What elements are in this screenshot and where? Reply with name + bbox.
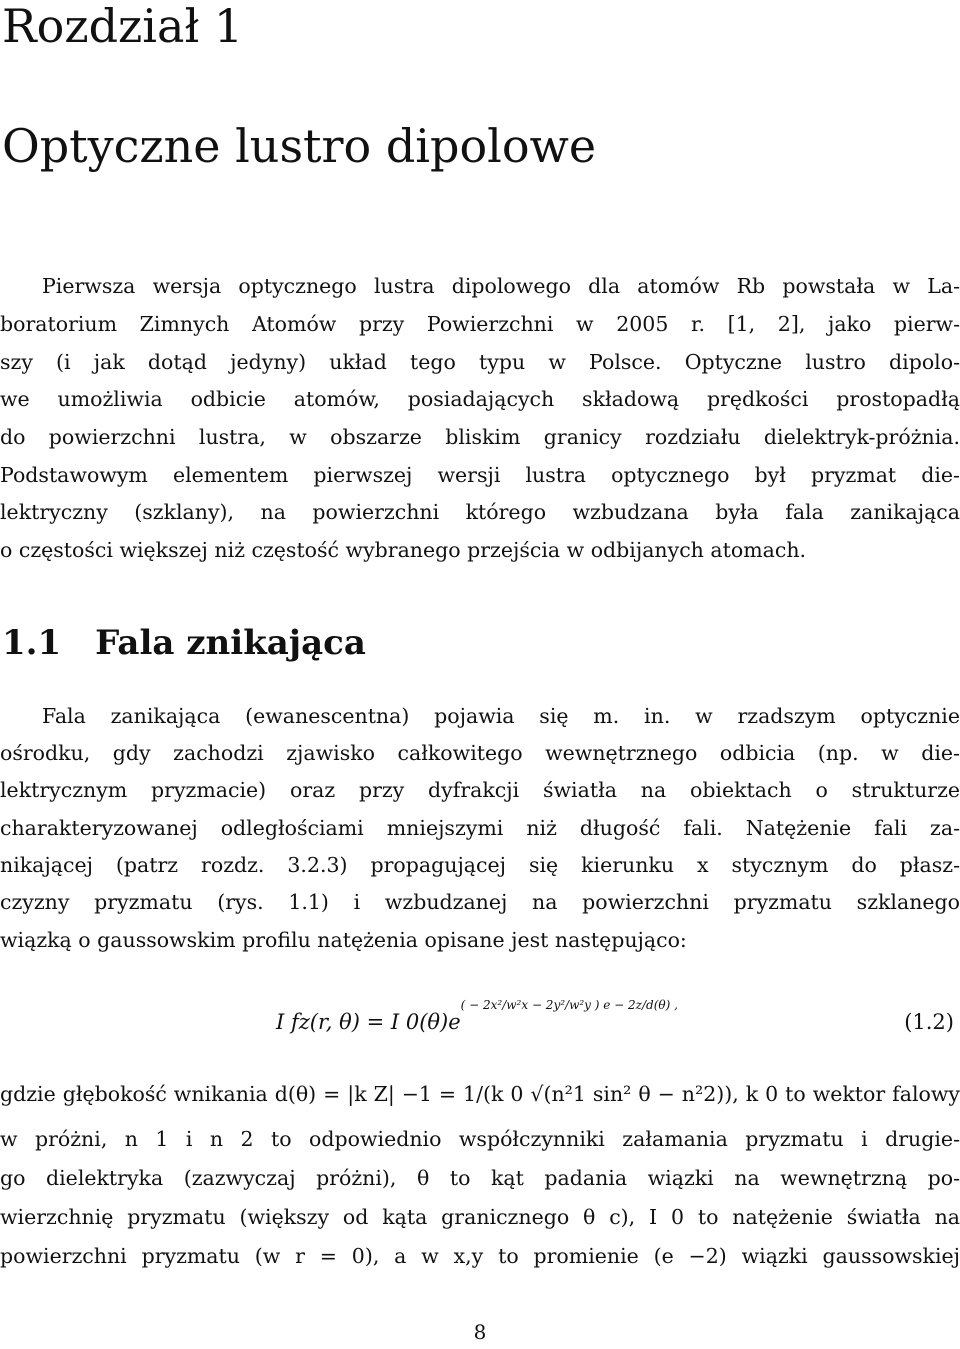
- page-number: 8: [473, 1320, 487, 1344]
- text-line: powierzchni pryzmatu (w r = 0), a w x,y to promienie (e −2) wiązki gaussowskiej: [0, 1244, 960, 1268]
- text-line: boratorium Zimnych Atomów przy Powierzchni w 2005 r. [1, 2], jako pierw-: [0, 312, 960, 336]
- section-number: 1.1: [2, 623, 62, 663]
- text-line: Podstawowym elementem pierwszej wersji lustra optycznego był pryzmat die-: [0, 463, 960, 487]
- equation-exponent: ( − 2x²/w²x − 2y²/w²y ) e − 2z/d(θ) ,: [460, 998, 678, 1012]
- text-line: Fala zanikająca (ewanescentna) pojawia się m. in. w rzadszym optycznie: [42, 704, 960, 728]
- chapter-label: Rozdział 1: [2, 0, 244, 53]
- text-line: ośrodku, gdy zachodzi zjawisko całkowitego wewnętrznego odbicia (np. w die-: [0, 741, 960, 765]
- text-line: w próżni, n 1 i n 2 to odpowiednio współczynniki załamania pryzmatu i drugie-: [0, 1127, 960, 1151]
- text-line: o częstości większej niż częstość wybranego przejścia w odbijanych atomach.: [0, 538, 807, 562]
- text-line: wierzchnię pryzmatu (większy od kąta granicznego θ c), I 0 to natężenie światła na: [0, 1205, 960, 1229]
- text-line: nikającej (patrz rozdz. 3.2.3) propagującej się kierunku x stycznym do płasz-: [0, 853, 960, 877]
- text-line: lektrycznym pryzmacie) oraz przy dyfrakcji światła na obiektach o strukturze: [0, 778, 960, 802]
- text-line: we umożliwia odbicie atomów, posiadających składową prędkości prostopadłą: [0, 387, 960, 411]
- text-line: szy (i jak dotąd jedyny) układ tego typu w Polsce. Optyczne lustro dipolo-: [0, 350, 960, 374]
- text-line: lektryczny (szklany), na powierzchni którego wzbudzana była fala zanikająca: [0, 500, 960, 524]
- equation-text: I fz(r, θ) = I 0(θ)e: [276, 1010, 461, 1034]
- text-line: go dielektryka (zazwyczaj próżni), θ to kąt padania wiązki na wewnętrzną po-: [0, 1166, 960, 1190]
- section-title: Fala znikająca: [95, 623, 366, 663]
- section-heading: [2, 620, 366, 666]
- text-line: wiązką o gaussowskim profilu natężenia opisane jest następująco:: [0, 928, 687, 952]
- text-line: Pierwsza wersja optycznego lustra dipolowego dla atomów Rb powstała w La-: [42, 274, 960, 298]
- chapter-title: Optyczne lustro dipolowe: [2, 119, 597, 173]
- equation-1-2: [0, 988, 960, 1050]
- text-line: czyzny pryzmatu (rys. 1.1) i wzbudzanej na powierzchni pryzmatu szklanego: [0, 890, 960, 914]
- equation-body: [276, 998, 678, 1045]
- text-line: charakteryzowanej odległościami mniejszymi niż długość fali. Natężenie fali za-: [0, 816, 960, 840]
- equation-number: (1.2): [904, 1010, 954, 1034]
- text-line: do powierzchni lustra, w obszarze bliskim granicy rozdziału dielektryk-próżnia.: [0, 425, 960, 449]
- text-line: gdzie głębokość wnikania d(θ) = |k Z| −1 = 1/(k 0 √(n²1 sin² θ − n²2)), k 0 to wektor falowy: [0, 1082, 960, 1106]
